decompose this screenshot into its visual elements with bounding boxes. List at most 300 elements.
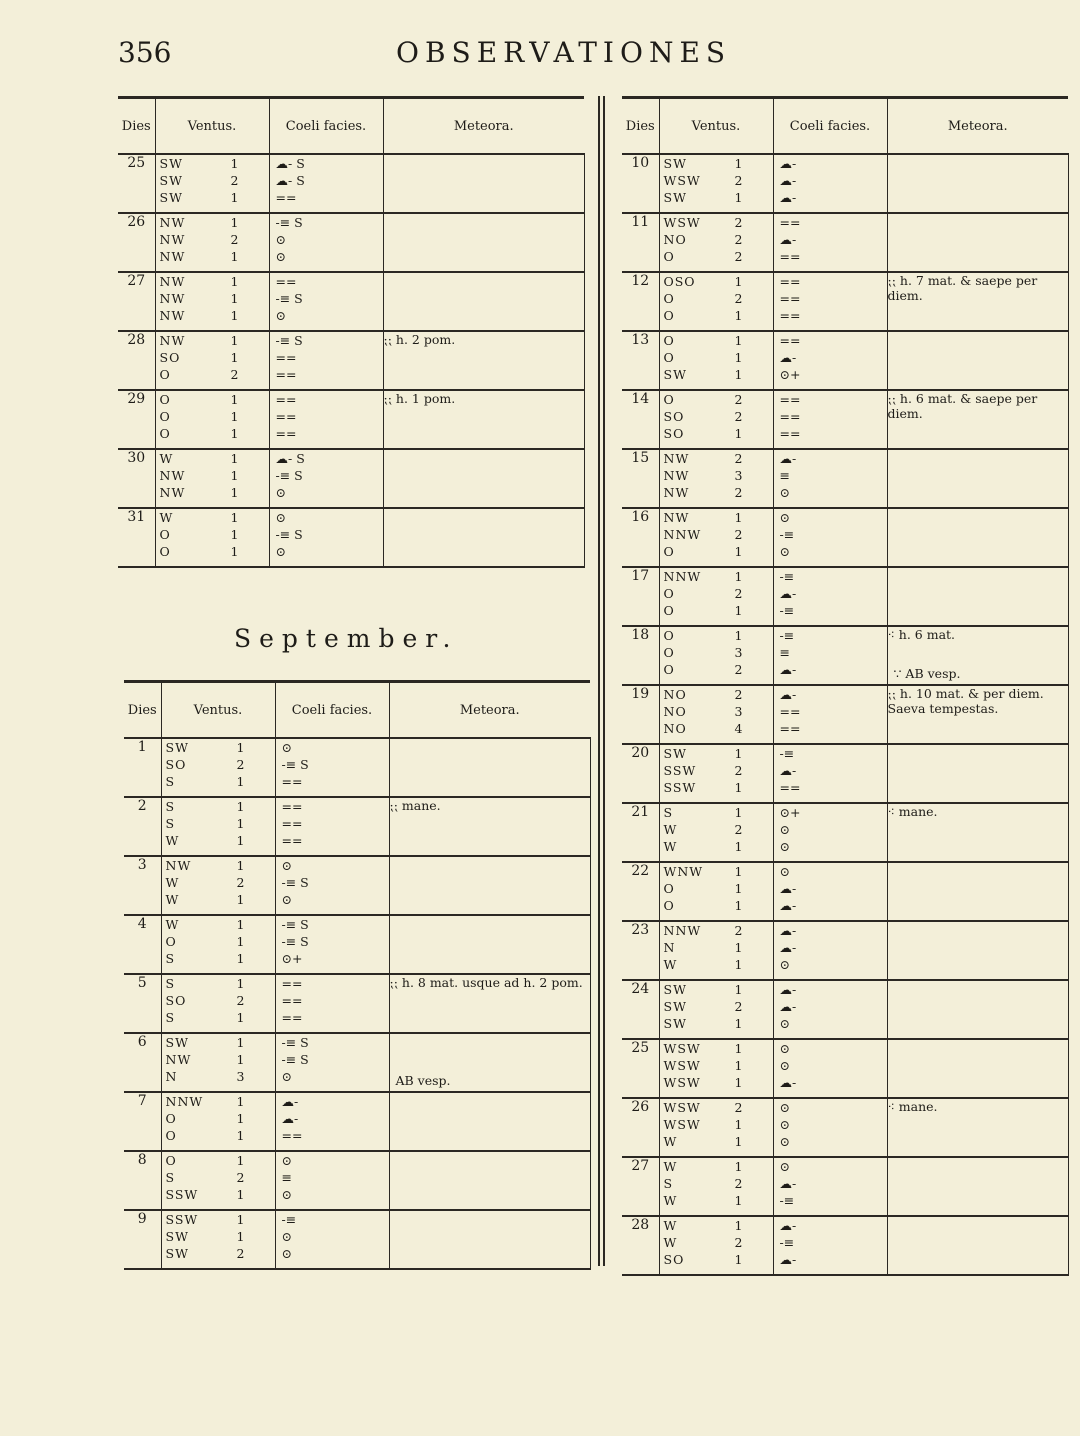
wind-direction: SSW	[165, 1212, 199, 1227]
meteora-cell	[887, 803, 1068, 862]
sky-symbol: ⊙+	[779, 367, 801, 382]
meteora-cell	[389, 1092, 590, 1151]
wind-force: 1	[734, 805, 743, 820]
day-number: 4	[124, 915, 161, 974]
sky-symbol: ==	[779, 780, 801, 795]
sky-symbol: ==	[275, 350, 297, 365]
wind-direction: O	[663, 645, 675, 660]
wind-direction: SW	[165, 1035, 189, 1050]
wind-direction: WSW	[663, 1100, 701, 1115]
wind-line	[162, 1245, 275, 1262]
sky-cell	[773, 862, 887, 921]
sky-symbol: -≡	[779, 628, 795, 643]
sky-symbol: -≡ S	[275, 291, 303, 306]
sky-symbol: -≡	[779, 1235, 795, 1250]
sky-cell	[773, 390, 887, 449]
wind-line	[156, 231, 269, 248]
wind-line	[660, 880, 773, 897]
sky-symbol: ==	[275, 274, 297, 289]
wind-direction: W	[159, 510, 174, 525]
day-number: 12	[622, 272, 659, 331]
wind-direction: SO	[165, 993, 187, 1008]
wind-cell	[161, 797, 275, 856]
wind-force: 2	[734, 173, 743, 188]
wind-cell	[161, 974, 275, 1033]
sky-cell	[269, 213, 383, 272]
wind-force: 1	[236, 858, 245, 873]
wind-line	[156, 425, 269, 442]
day-number: 24	[622, 980, 659, 1039]
wind-line	[660, 543, 773, 560]
col-header-meteora: Meteora.	[887, 98, 1068, 155]
sky-cell	[275, 738, 389, 797]
wind-cell	[659, 154, 773, 213]
wind-direction: NW	[159, 291, 186, 306]
wind-direction: SW	[159, 190, 183, 205]
wind-force: 2	[236, 993, 245, 1008]
wind-cell	[659, 980, 773, 1039]
sky-symbol: ==	[281, 1010, 303, 1025]
wind-line	[162, 891, 275, 908]
wind-direction: NNW	[663, 569, 702, 584]
wind-force: 2	[236, 1170, 245, 1185]
sky-symbol: ☁-	[779, 1252, 797, 1267]
wind-cell	[155, 154, 269, 213]
col-header-ventus: Ventus.	[659, 98, 773, 155]
table-row	[124, 1033, 590, 1092]
meteora-cell	[383, 272, 584, 331]
wind-direction: NO	[663, 232, 687, 247]
sky-symbol: ☁-	[779, 662, 797, 677]
sky-symbol: -≡ S	[275, 468, 303, 483]
table-row	[124, 1151, 590, 1210]
sky-symbol: -≡	[779, 1193, 795, 1208]
wind-force: 1	[734, 350, 743, 365]
meteora-cell	[887, 390, 1068, 449]
sky-symbol: ⊙	[281, 1187, 292, 1202]
sky-cell	[275, 856, 389, 915]
wind-direction: W	[663, 1218, 678, 1233]
table-row	[118, 272, 584, 331]
wind-direction: S	[663, 805, 674, 820]
sky-symbol: -≡ S	[281, 875, 309, 890]
wind-direction: OSO	[663, 274, 696, 289]
table-row	[622, 1039, 1068, 1098]
wind-force: 1	[734, 1058, 743, 1073]
wind-force: 1	[734, 864, 743, 879]
meteora-note: ⁖ mane.	[887, 804, 938, 819]
day-number: 3	[124, 856, 161, 915]
table-row	[124, 915, 590, 974]
wind-cell	[659, 744, 773, 803]
day-number: 5	[124, 974, 161, 1033]
wind-direction: N	[165, 1069, 178, 1084]
sky-symbol: ☁- S	[275, 173, 305, 188]
sky-symbol: -≡ S	[281, 1052, 309, 1067]
page-title: OBSERVATIONES	[396, 36, 732, 69]
day-number: 10	[622, 154, 659, 213]
wind-line	[162, 1110, 275, 1127]
meteora-cell	[887, 626, 1068, 685]
table-row	[622, 449, 1068, 508]
sky-cell	[773, 1098, 887, 1157]
day-number: 7	[124, 1092, 161, 1151]
wind-line	[660, 897, 773, 914]
sky-symbol: ☁-	[779, 1176, 797, 1191]
wind-line	[156, 349, 269, 366]
wind-line	[660, 863, 773, 880]
wind-direction: O	[663, 291, 675, 306]
wind-direction: SW	[159, 173, 183, 188]
sky-cell	[773, 1039, 887, 1098]
wind-direction: NW	[165, 858, 192, 873]
wind-force: 1	[734, 780, 743, 795]
wind-direction: O	[159, 527, 171, 542]
wind-line	[660, 214, 773, 231]
sky-symbol: ☁-	[281, 1094, 299, 1109]
wind-line	[660, 956, 773, 973]
sky-symbol: -≡ S	[281, 757, 309, 772]
wind-direction: S	[165, 951, 176, 966]
wind-direction: O	[159, 426, 171, 441]
wind-line	[660, 231, 773, 248]
wind-line	[660, 720, 773, 737]
wind-cell	[659, 626, 773, 685]
wind-line	[162, 798, 275, 815]
sky-symbol: ==	[281, 1128, 303, 1143]
sky-symbol: ☁-	[779, 923, 797, 938]
wind-direction: O	[663, 249, 675, 264]
wind-cell	[161, 856, 275, 915]
sky-symbol: ⊙+	[281, 951, 303, 966]
wind-line	[156, 214, 269, 231]
wind-direction: O	[663, 350, 675, 365]
day-number: 20	[622, 744, 659, 803]
wind-force: 1	[236, 1052, 245, 1067]
day-number: 9	[124, 1210, 161, 1269]
wind-force: 1	[230, 468, 239, 483]
wind-line	[156, 366, 269, 383]
wind-force: 1	[734, 603, 743, 618]
meteora-cell	[389, 1210, 590, 1269]
col-header-coeli: Coeli facies.	[269, 98, 383, 155]
wind-force: 1	[230, 156, 239, 171]
wind-line	[162, 1228, 275, 1245]
wind-cell	[659, 1157, 773, 1216]
wind-line	[660, 779, 773, 796]
day-number: 22	[622, 862, 659, 921]
wind-direction: WSW	[663, 1041, 701, 1056]
sky-symbol: ==	[281, 799, 303, 814]
wind-line	[660, 484, 773, 501]
table-row	[622, 1157, 1068, 1216]
wind-line	[162, 874, 275, 891]
wind-direction: NW	[159, 215, 186, 230]
sky-cell	[275, 797, 389, 856]
wind-direction: NW	[159, 308, 186, 323]
wind-force: 1	[734, 156, 743, 171]
meteora-cell	[383, 449, 584, 508]
wind-line	[660, 1015, 773, 1032]
wind-direction: W	[663, 839, 678, 854]
wind-cell	[161, 915, 275, 974]
wind-force: 2	[734, 999, 743, 1014]
sky-symbol: ⊙	[779, 1134, 790, 1149]
wind-force: 1	[230, 392, 239, 407]
table-row	[118, 390, 584, 449]
wind-direction: WSW	[663, 1117, 701, 1132]
wind-direction: O	[663, 898, 675, 913]
wind-force: 1	[236, 1229, 245, 1244]
wind-force: 1	[236, 1094, 245, 1109]
wind-direction: SW	[165, 740, 189, 755]
sky-symbol: ☁-	[779, 350, 797, 365]
wind-force: 1	[230, 291, 239, 306]
wind-direction: O	[159, 409, 171, 424]
wind-force: 2	[230, 232, 239, 247]
wind-force: 1	[236, 1153, 245, 1168]
wind-direction: O	[165, 1153, 177, 1168]
wind-line	[660, 155, 773, 172]
sky-symbol: -≡	[779, 527, 795, 542]
wind-cell	[659, 508, 773, 567]
wind-force: 1	[734, 746, 743, 761]
day-number: 8	[124, 1151, 161, 1210]
col-header-dies: Dies	[118, 98, 155, 155]
sky-cell	[773, 626, 887, 685]
sky-symbol: ==	[281, 993, 303, 1008]
wind-line	[156, 248, 269, 265]
wind-force: 2	[734, 822, 743, 837]
sky-cell	[773, 154, 887, 213]
wind-cell	[659, 449, 773, 508]
wind-cell	[659, 921, 773, 980]
wind-line	[660, 366, 773, 383]
sky-symbol: ☁-	[779, 982, 797, 997]
wind-force: 1	[236, 1035, 245, 1050]
sky-symbol: ==	[275, 392, 297, 407]
wind-force: 1	[236, 799, 245, 814]
sky-symbol: ==	[281, 833, 303, 848]
wind-line	[660, 1040, 773, 1057]
wind-direction: W	[663, 1159, 678, 1174]
wind-direction: O	[663, 628, 675, 643]
sky-symbol: -≡ S	[275, 333, 303, 348]
wind-force: 3	[734, 645, 743, 660]
wind-direction: S	[663, 1176, 674, 1191]
sky-symbol: ⊙	[779, 544, 790, 559]
wind-line	[660, 1234, 773, 1251]
wind-line	[156, 467, 269, 484]
wind-direction: O	[663, 392, 675, 407]
wind-direction: W	[663, 1193, 678, 1208]
sky-symbol: ☁-	[779, 190, 797, 205]
wind-force: 2	[734, 485, 743, 500]
wind-direction: SO	[663, 1252, 685, 1267]
wind-line	[660, 1175, 773, 1192]
wind-direction: SSW	[663, 763, 697, 778]
day-number: 1	[124, 738, 161, 797]
wind-line	[660, 661, 773, 678]
sky-symbol: ☁-	[779, 881, 797, 896]
wind-line	[156, 155, 269, 172]
wind-direction: SW	[159, 156, 183, 171]
wind-force: 1	[230, 426, 239, 441]
wind-line	[660, 998, 773, 1015]
wind-direction: NW	[663, 468, 690, 483]
wind-force: 1	[734, 333, 743, 348]
wind-cell	[659, 862, 773, 921]
wind-force: 4	[734, 721, 743, 736]
wind-force: 1	[230, 485, 239, 500]
sky-symbol: ⊙	[281, 892, 292, 907]
wind-cell	[161, 1151, 275, 1210]
wind-direction: S	[165, 1010, 176, 1025]
meteora-cell	[887, 744, 1068, 803]
col-header-dies: Dies	[622, 98, 659, 155]
wind-force: 3	[734, 704, 743, 719]
wind-force: 2	[236, 1246, 245, 1261]
wind-line	[660, 568, 773, 585]
wind-line	[660, 1192, 773, 1209]
sky-symbol: ==	[779, 409, 801, 424]
day-number: 31	[118, 508, 155, 567]
meteora-note: ⁏⁏ h. 6 mat. & saepe per diem.	[887, 391, 1038, 421]
wind-line	[156, 509, 269, 526]
day-number: 14	[622, 390, 659, 449]
wind-line	[162, 1127, 275, 1144]
wind-cell	[155, 390, 269, 449]
wind-line	[156, 307, 269, 324]
col-header-ventus: Ventus.	[155, 98, 269, 155]
wind-line	[660, 1217, 773, 1234]
wind-force: 1	[230, 409, 239, 424]
sky-symbol: ⊙	[281, 1069, 292, 1084]
sky-symbol: ⊙	[779, 1159, 790, 1174]
wind-line	[156, 391, 269, 408]
wind-direction: O	[663, 586, 675, 601]
wind-direction: SW	[165, 1229, 189, 1244]
day-number: 23	[622, 921, 659, 980]
wind-direction: SO	[663, 409, 685, 424]
wind-direction: S	[165, 816, 176, 831]
day-number: 2	[124, 797, 161, 856]
wind-line	[162, 1009, 275, 1026]
column-divider	[598, 96, 605, 1266]
wind-force: 2	[734, 392, 743, 407]
wind-line	[156, 408, 269, 425]
table-row	[622, 567, 1068, 626]
sky-symbol: ==	[275, 367, 297, 382]
wind-line	[660, 1251, 773, 1268]
col-header-meteora: Meteora.	[389, 682, 590, 739]
wind-direction: SO	[159, 350, 181, 365]
wind-cell	[155, 272, 269, 331]
table-row	[622, 154, 1068, 213]
sky-symbol: ==	[779, 704, 801, 719]
wind-force: 2	[230, 367, 239, 382]
wind-direction: O	[159, 367, 171, 382]
wind-force: 2	[236, 875, 245, 890]
wind-line	[156, 290, 269, 307]
meteora-note: ⁖ mane.	[887, 1099, 938, 1114]
wind-line	[162, 756, 275, 773]
day-number: 6	[124, 1033, 161, 1092]
sky-symbol: ⊙	[779, 957, 790, 972]
sky-symbol: ☁-	[779, 898, 797, 913]
sky-cell	[275, 1151, 389, 1210]
table-row	[118, 508, 584, 567]
day-number: 17	[622, 567, 659, 626]
sky-symbol: -≡	[779, 603, 795, 618]
wind-force: 1	[734, 940, 743, 955]
wind-direction: NNW	[663, 923, 702, 938]
meteora-note: ⁏⁏ h. 1 pom.	[383, 391, 456, 406]
sky-symbol: ⊙	[275, 510, 286, 525]
wind-force: 3	[734, 468, 743, 483]
sky-cell	[773, 508, 887, 567]
sky-symbol: -≡	[779, 746, 795, 761]
wind-line	[660, 939, 773, 956]
day-number: 27	[118, 272, 155, 331]
wind-direction: W	[165, 833, 180, 848]
sky-cell	[275, 1092, 389, 1151]
wind-cell	[659, 803, 773, 862]
wind-line	[156, 273, 269, 290]
wind-force: 1	[230, 249, 239, 264]
wind-cell	[161, 738, 275, 797]
wind-force: 1	[230, 274, 239, 289]
wind-direction: W	[159, 451, 174, 466]
meteora-note-evening: AB vesp.	[395, 1073, 451, 1088]
table-row	[622, 272, 1068, 331]
table-row	[622, 685, 1068, 744]
meteora-cell	[383, 154, 584, 213]
wind-line	[660, 838, 773, 855]
wind-force: 1	[230, 333, 239, 348]
sky-symbol: -≡	[281, 1212, 297, 1227]
wind-cell	[161, 1033, 275, 1092]
sky-symbol: ⊙	[281, 1246, 292, 1261]
wind-cell	[161, 1210, 275, 1269]
wind-direction: O	[663, 333, 675, 348]
day-number: 11	[622, 213, 659, 272]
wind-force: 1	[230, 308, 239, 323]
sky-cell	[773, 685, 887, 744]
wind-force: 2	[734, 451, 743, 466]
table-row	[118, 331, 584, 390]
sky-symbol: ☁-	[779, 232, 797, 247]
sky-cell	[275, 1210, 389, 1269]
wind-direction: NNW	[663, 527, 702, 542]
meteora-cell	[389, 856, 590, 915]
wind-force: 1	[734, 839, 743, 854]
table-row	[124, 1210, 590, 1269]
wind-force: 1	[230, 215, 239, 230]
sky-symbol: ==	[779, 392, 801, 407]
sky-symbol: ⊙	[281, 740, 292, 755]
wind-direction: WSW	[663, 1058, 701, 1073]
sky-symbol: ==	[275, 190, 297, 205]
meteora-note: ⁏⁏ h. 8 mat. usque ad h. 2 pom.	[389, 975, 583, 990]
sky-symbol: ==	[281, 976, 303, 991]
wind-direction: O	[663, 881, 675, 896]
wind-line	[660, 1057, 773, 1074]
wind-line	[660, 408, 773, 425]
wind-direction: SSW	[663, 780, 697, 795]
day-number: 13	[622, 331, 659, 390]
wind-direction: N	[663, 940, 676, 955]
